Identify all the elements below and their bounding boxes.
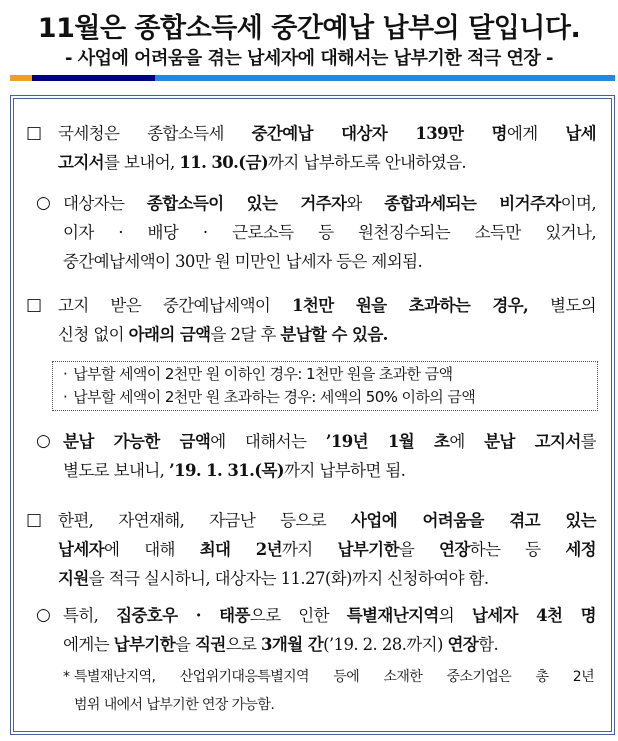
- emphasized-text: 종합과세되는 비거주자: [384, 194, 561, 213]
- emphasized-text: 중간예납 대상자 139만 명: [251, 124, 507, 143]
- text-segment: 에: [449, 432, 485, 451]
- emphasized-text: 납부기한: [337, 540, 399, 559]
- text-segment: 별도로 보내니,: [63, 461, 169, 480]
- emphasized-text: 납세자: [58, 540, 105, 559]
- text-segment: 범위 내에서 납부기한 연장 가능함.: [74, 697, 275, 713]
- emphasized-text: 세정: [565, 540, 597, 559]
- bullet-dot-icon: ·: [63, 388, 68, 406]
- text-segment: 의: [438, 606, 472, 625]
- text-line: [63, 427, 596, 456]
- text-line: [58, 564, 596, 593]
- text-segment: 이며,: [560, 194, 596, 213]
- emphasized-text: ’19. 1. 31.(목): [168, 461, 284, 480]
- text-line: [63, 218, 596, 247]
- text-segment: 을: [398, 540, 439, 559]
- text-segment: 을: [175, 635, 196, 654]
- text-line: [63, 601, 596, 630]
- emphasized-text: 연장: [438, 540, 470, 559]
- text-segment: 하는 등: [469, 540, 566, 559]
- square-bullet-icon: □: [26, 123, 43, 143]
- emphasized-text: 분납 가능한 금액: [63, 432, 211, 451]
- text-segment: 까지 납부하도록 안내하였음.: [268, 153, 467, 172]
- paragraph: [63, 189, 596, 276]
- circle-bullet-icon: ○: [36, 431, 51, 451]
- text-line: [63, 247, 596, 276]
- square-bullet-icon: □: [26, 510, 43, 530]
- emphasized-text: 집중호우 · 태풍: [116, 606, 250, 625]
- criteria-item: [63, 385, 475, 409]
- emphasized-text: 사업에 어려움을 겪고 있는: [351, 511, 597, 530]
- text-segment: 와: [346, 194, 385, 213]
- text-segment: 을 적극 실시하니, 대상자는 11.27(화)까지 신청하여야 함.: [88, 569, 489, 588]
- circle-bullet-icon: ○: [36, 193, 51, 213]
- text-line: [58, 506, 596, 535]
- emphasized-text: 직권: [195, 635, 226, 654]
- criteria-item: [63, 362, 453, 386]
- title-bar-orange: [10, 75, 32, 81]
- text-segment: 중간예납세액이 30만 원 미만인 납세자 등은 제외됨.: [63, 252, 423, 271]
- emphasized-text: 분납 고지서: [484, 432, 581, 451]
- text-segment: 고지 받은 중간예납세액이: [58, 296, 293, 315]
- text-segment: 특별재난지역, 산업위기대응특별지역 등에 소재한 중소기업은 총 2년: [74, 669, 594, 685]
- emphasized-text: 지원: [58, 569, 89, 588]
- emphasized-text: 아래의 금액: [128, 325, 211, 344]
- criteria-box: [52, 361, 598, 411]
- text-segment: 한편, 자연재해, 자금난 등으로: [58, 511, 352, 530]
- text-line: [74, 691, 594, 719]
- text-segment: 대상자는: [63, 194, 147, 213]
- text-segment: 신청 없이: [58, 325, 129, 344]
- text-line: [58, 535, 596, 564]
- text-segment: 특히,: [63, 606, 117, 625]
- footnote: [74, 663, 594, 719]
- emphasized-text: 연장: [447, 635, 479, 654]
- text-line: [58, 148, 596, 177]
- text-line: [58, 119, 596, 148]
- text-segment: 에게: [506, 124, 566, 143]
- circle-bullet-icon: ○: [36, 605, 51, 625]
- text-segment: 으로: [225, 635, 262, 654]
- paragraph: [63, 601, 596, 659]
- emphasized-text: 납세: [565, 124, 596, 143]
- text-line: [58, 291, 596, 320]
- text-segment: 을 2달 후: [210, 325, 281, 344]
- text-segment: 으로 인한: [249, 606, 347, 625]
- paragraph: [58, 119, 596, 177]
- emphasized-text: 분납할 수 있음.: [280, 325, 388, 344]
- bullet-dot-icon: ·: [63, 365, 68, 383]
- text-segment: 에 대해서는: [210, 432, 326, 451]
- text-segment: 이자 · 배당 · 근로소득 등 원천징수되는 소득만 있거나,: [63, 223, 596, 242]
- text-line: [58, 320, 596, 349]
- emphasized-text: 11. 30.(금): [179, 153, 269, 172]
- emphasized-text: 납부기한: [113, 635, 176, 654]
- text-line: [63, 189, 596, 218]
- emphasized-text: 종합소득이 있는 거주자: [146, 194, 347, 213]
- text-segment: 에게는: [63, 635, 114, 654]
- criteria-text: 납부할 세액이 2천만 원 이하인 경우: 1천만 원을 초과한 금액: [73, 365, 453, 383]
- text-segment: (’19. 2. 28.까지): [323, 635, 448, 654]
- page-subtitle: - 사업에 어려움을 겪는 납세자에 대해서는 납부기한 적극 연장 -: [64, 48, 554, 69]
- text-segment: 를: [580, 432, 597, 451]
- emphasized-text: 1천만 원을 초과하는 경우,: [292, 296, 529, 315]
- text-segment: 를 보내어,: [104, 153, 180, 172]
- emphasized-text: ’19년 1월 초: [325, 432, 450, 451]
- text-line: [63, 630, 596, 659]
- text-segment: 별도의: [528, 296, 596, 315]
- emphasized-text: 3개월 간: [261, 635, 324, 654]
- emphasized-text: 고지서: [58, 153, 105, 172]
- paragraph: [58, 291, 596, 349]
- text-segment: 국세청은 종합소득세: [58, 124, 252, 143]
- square-bullet-icon: □: [26, 295, 43, 315]
- emphasized-text: 특별재난지역: [346, 606, 439, 625]
- text-segment: 함.: [478, 635, 499, 654]
- content-box: [10, 95, 615, 735]
- page-title: 11월은 종합소득세 중간예납 납부의 달입니다.: [37, 13, 581, 44]
- paragraph: [63, 427, 596, 485]
- criteria-text: 납부할 세액이 2천만 원 초과하는 경우: 세액의 50% 이하의 금액: [73, 388, 476, 406]
- title-bar-navy: [32, 75, 155, 81]
- title-bar-blue: [155, 75, 615, 81]
- emphasized-text: 납세자 4천 명: [471, 606, 596, 625]
- emphasized-text: 최대 2년: [199, 540, 282, 559]
- text-segment: 에 대해: [104, 540, 200, 559]
- text-segment: 까지 납부하면 됨.: [284, 461, 406, 480]
- asterisk-icon: *: [63, 669, 70, 685]
- text-line: [74, 663, 594, 691]
- text-line: [63, 456, 596, 485]
- text-segment: 까지: [281, 540, 338, 559]
- paragraph: [58, 506, 596, 593]
